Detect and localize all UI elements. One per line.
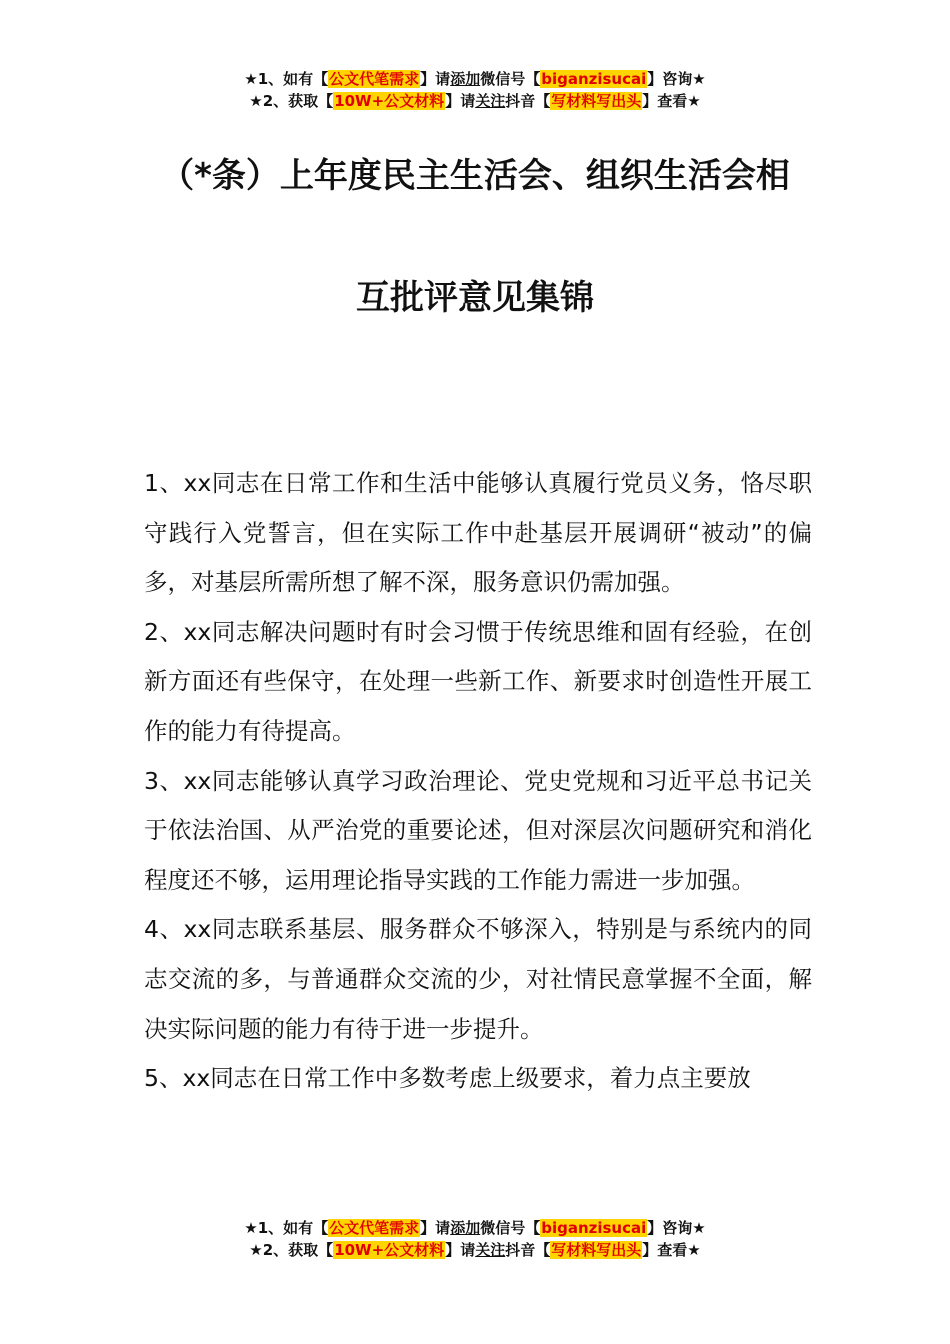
paragraph-4: 4、xx同志联系基层、服务群众不够深入，特别是与系统内的同志交流的多，与普通群众交流的少，对社情民意掌握不全面，解决实际问题的能力有待于进一步提升。 (144, 915, 812, 1043)
paragraph-5: 5、xx同志在日常工作中多数考虑上级要求，着力点主要放 (144, 1064, 751, 1093)
promo-highlight: 公文代笔需求 (329, 1219, 420, 1237)
promo-text: 】查看★ (642, 1241, 701, 1259)
promo-underlined-text: 关注 (475, 92, 506, 110)
document-body (144, 459, 812, 1104)
promo-text: ★2、获取【 (249, 92, 334, 110)
paragraph-3: 3、xx同志能够认真学习政治理论、党史党规和习近平总书记关于依法治国、从严治党的重要论述，但对深层次问题研究和消化程度还不够，运用理论指导实践的工作能力需进一步加强。 (144, 766, 812, 894)
promo-highlight: 写材料写出头 (551, 92, 642, 110)
header-promo-banner (0, 68, 950, 112)
footer-promo-banner (0, 1217, 950, 1261)
promo-underlined-text: 关注 (475, 1241, 506, 1259)
promo-text: ★2、获取【 (249, 1241, 334, 1259)
promo-text: 抖音【 (505, 92, 551, 110)
promo-text: ★1、如有【 (244, 70, 329, 88)
promo-text: ★1、如有【 (244, 1219, 329, 1237)
promo-line-2 (0, 90, 950, 112)
promo-text: 】请 (420, 70, 451, 88)
promo-underlined-text: 添加 (450, 1219, 481, 1237)
promo-line-1 (0, 68, 950, 90)
promo-text: 】咨询★ (647, 1219, 706, 1237)
promo-highlight: 写材料写出头 (551, 1241, 642, 1259)
promo-text: 】请 (445, 92, 476, 110)
paragraph-1: 1、xx同志在日常工作和生活中能够认真履行党员义务，恪尽职守践行入党誓言，但在实际工作中赴基层开展调研“被动”的偏多，对基层所需所想了解不深，服务意识仍需加强。 (144, 469, 812, 597)
promo-highlight: 10W+公文材料 (334, 92, 445, 110)
promo-underlined-text: 添加 (450, 70, 481, 88)
promo-text: 】请 (445, 1241, 476, 1259)
promo-line-1 (0, 1217, 950, 1239)
promo-highlight: biganzisucai (541, 1219, 647, 1237)
promo-text: 抖音【 (505, 1241, 551, 1259)
promo-highlight: 10W+公文材料 (334, 1241, 445, 1259)
paragraph-2: 2、xx同志解决问题时有时会习惯于传统思维和固有经验，在创新方面还有些保守，在处理一些新工作、新要求时创造性开展工作的能力有待提高。 (144, 617, 812, 745)
promo-text: 】咨询★ (647, 70, 706, 88)
promo-text: 微信号【 (480, 70, 541, 88)
promo-text: 】查看★ (642, 92, 701, 110)
promo-highlight: 公文代笔需求 (329, 70, 420, 88)
document-title-line-2: 互批评意见集锦 (356, 278, 594, 318)
promo-line-2 (0, 1239, 950, 1261)
promo-text: 】请 (420, 1219, 451, 1237)
promo-highlight: biganzisucai (541, 70, 647, 88)
document-title-line-1: （*条）上年度民主生活会、组织生活会相 (160, 156, 790, 196)
promo-text: 微信号【 (480, 1219, 541, 1237)
